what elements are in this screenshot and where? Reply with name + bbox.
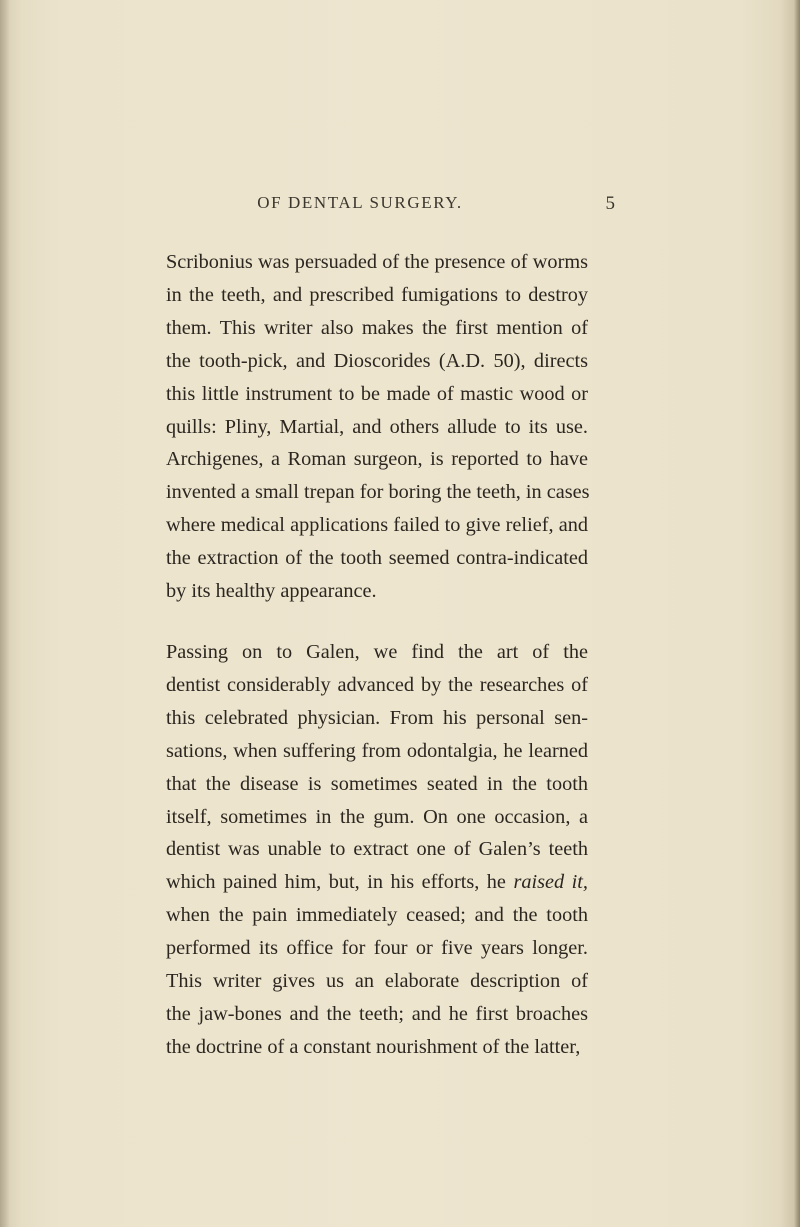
body-text bbox=[166, 246, 588, 1064]
text-line: Scribonius was persuaded of the presence of worms bbox=[166, 251, 588, 273]
text-line: the extraction of the tooth seemed contra-indicated bbox=[166, 547, 588, 570]
text-line: performed its office for four or five years longer. bbox=[166, 937, 588, 960]
text-line: invented a small trepan for boring the teeth, in cases bbox=[166, 481, 590, 504]
text-line: itself, sometimes in the gum. On one occasion, a bbox=[166, 805, 588, 828]
text-line: Archigenes, a Roman surgeon, is reported to have bbox=[166, 448, 588, 471]
text-line: when the pain immediately ceased; and the tooth bbox=[166, 904, 588, 927]
text-line: them. This writer also makes the first mention of bbox=[166, 316, 588, 339]
text-line: this little instrument to be made of mastic wood or bbox=[166, 382, 588, 405]
paragraph-1 bbox=[166, 246, 588, 608]
text-line: by its healthy appearance. bbox=[166, 580, 377, 603]
running-head bbox=[120, 193, 615, 221]
paragraph-2 bbox=[166, 636, 588, 1064]
text-line: sations, when suffering from odontalgia, he learned bbox=[166, 739, 588, 762]
text-run: which pained him, but, in his efforts, he bbox=[166, 871, 506, 894]
text-line: this celebrated physician. From his personal sen- bbox=[166, 706, 588, 729]
text-line-with-italic bbox=[166, 866, 588, 899]
text-line: This writer gives us an elaborate description of bbox=[166, 970, 588, 993]
italic-emphasis: raised it, bbox=[513, 871, 588, 894]
text-line: where medical applications failed to give relief, and bbox=[166, 514, 588, 537]
page-edge bbox=[794, 0, 800, 1227]
gutter-shadow bbox=[0, 0, 10, 1227]
text-line: dentist was unable to extract one of Galen’s teeth bbox=[166, 838, 588, 861]
page-number: 5 bbox=[605, 193, 615, 214]
text-line: quills: Pliny, Martial, and others allude to its use. bbox=[166, 415, 588, 438]
text-line: in the teeth, and prescribed fumigations to destroy bbox=[166, 283, 588, 306]
text-line: the tooth-pick, and Dioscorides (A.D. 50), directs bbox=[166, 349, 588, 372]
text-line: that the disease is sometimes seated in the tooth bbox=[166, 772, 588, 795]
text-line: Passing on to Galen, we find the art of the bbox=[166, 640, 588, 663]
running-head-title: OF DENTAL SURGERY. bbox=[257, 193, 463, 212]
text-line: the doctrine of a constant nourishment of the latter, bbox=[166, 1035, 581, 1058]
text-line: dentist considerably advanced by the researches of bbox=[166, 673, 588, 696]
text-line: the jaw-bones and the teeth; and he first broaches bbox=[166, 1002, 588, 1025]
